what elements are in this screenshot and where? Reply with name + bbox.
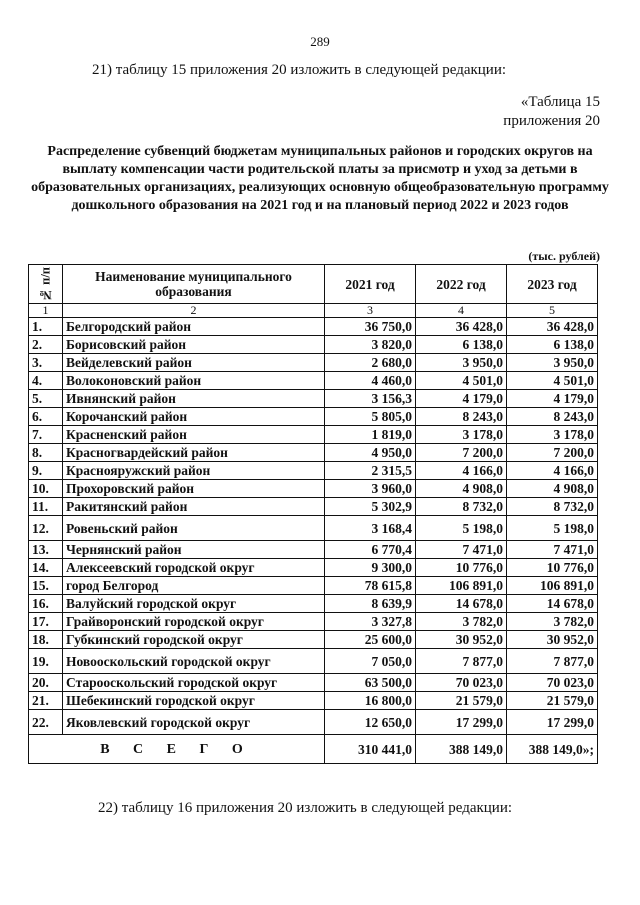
row-number: 21. (29, 692, 63, 710)
table-body (29, 318, 598, 735)
header-row (29, 265, 598, 304)
total-label: В С Е Г О (29, 735, 325, 764)
row-2021: 3 156,3 (325, 390, 416, 408)
row-name: Чернянский район (63, 541, 325, 559)
row-2023: 4 501,0 (507, 372, 598, 390)
row-2023: 8 732,0 (507, 498, 598, 516)
units-label: (тыс. рублей) (528, 249, 600, 263)
row-2022: 21 579,0 (416, 692, 507, 710)
index-cell: 2 (63, 304, 325, 318)
table-row (29, 710, 598, 735)
row-2021: 12 650,0 (325, 710, 416, 735)
row-2023: 106 891,0 (507, 577, 598, 595)
page-number: 289 (310, 34, 330, 49)
table-row (29, 541, 598, 559)
table-row (29, 631, 598, 649)
row-2022: 5 198,0 (416, 516, 507, 541)
row-name: Яковлевский городской округ (63, 710, 325, 735)
row-2022: 30 952,0 (416, 631, 507, 649)
row-2023: 7 877,0 (507, 649, 598, 674)
table-row (29, 498, 598, 516)
row-2021: 6 770,4 (325, 541, 416, 559)
index-cell: 3 (325, 304, 416, 318)
row-2022: 7 471,0 (416, 541, 507, 559)
row-name: Корочанский район (63, 408, 325, 426)
row-2022: 17 299,0 (416, 710, 507, 735)
row-name: Красногвардейский район (63, 444, 325, 462)
row-2023: 17 299,0 (507, 710, 598, 735)
row-name: Ивнянский район (63, 390, 325, 408)
row-name: Волоконовский район (63, 372, 325, 390)
row-name: Алексеевский городской округ (63, 559, 325, 577)
row-name: Шебекинский городской округ (63, 692, 325, 710)
row-name: Ровеньский район (63, 516, 325, 541)
table-row (29, 354, 598, 372)
row-name: Новооскольский городской округ (63, 649, 325, 674)
row-2021: 16 800,0 (325, 692, 416, 710)
row-number: 12. (29, 516, 63, 541)
header-num: № п/п (29, 265, 63, 304)
table-row (29, 692, 598, 710)
row-2023: 7 200,0 (507, 444, 598, 462)
row-2022: 7 200,0 (416, 444, 507, 462)
table-row (29, 577, 598, 595)
row-2022: 6 138,0 (416, 336, 507, 354)
total-2022: 388 149,0 (416, 735, 507, 764)
row-2022: 14 678,0 (416, 595, 507, 613)
row-2022: 3 782,0 (416, 613, 507, 631)
header-2022: 2022 год (416, 265, 507, 304)
row-number: 5. (29, 390, 63, 408)
row-number: 10. (29, 480, 63, 498)
row-2022: 10 776,0 (416, 559, 507, 577)
row-number: 6. (29, 408, 63, 426)
table-row (29, 318, 598, 336)
row-2021: 63 500,0 (325, 674, 416, 692)
row-2021: 3 820,0 (325, 336, 416, 354)
table-row (29, 480, 598, 498)
row-2023: 30 952,0 (507, 631, 598, 649)
row-number: 2. (29, 336, 63, 354)
row-2023: 7 471,0 (507, 541, 598, 559)
row-name: Прохоровский район (63, 480, 325, 498)
row-2022: 4 501,0 (416, 372, 507, 390)
row-number: 19. (29, 649, 63, 674)
row-number: 13. (29, 541, 63, 559)
index-cell: 5 (507, 304, 598, 318)
row-number: 15. (29, 577, 63, 595)
row-2022: 106 891,0 (416, 577, 507, 595)
row-2021: 9 300,0 (325, 559, 416, 577)
total-2023: 388 149,0»; (507, 735, 598, 764)
row-number: 3. (29, 354, 63, 372)
row-number: 17. (29, 613, 63, 631)
row-name: Губкинский городской округ (63, 631, 325, 649)
row-2022: 8 243,0 (416, 408, 507, 426)
row-name: Ракитянский район (63, 498, 325, 516)
subvention-table (28, 264, 598, 764)
row-2022: 7 877,0 (416, 649, 507, 674)
row-2023: 10 776,0 (507, 559, 598, 577)
row-2021: 78 615,8 (325, 577, 416, 595)
row-name: город Белгород (63, 577, 325, 595)
row-2022: 8 732,0 (416, 498, 507, 516)
table-row (29, 390, 598, 408)
row-2021: 3 960,0 (325, 480, 416, 498)
row-number: 16. (29, 595, 63, 613)
row-name: Белгородский район (63, 318, 325, 336)
table-ref-line-1: «Таблица 15 (520, 94, 600, 110)
table-title: Распределение субвенций бюджетам муниципальных районов и городских округов на выплату компенсации части родительской платы за присмотр и уход за детьми в образовательных организациях, реализующих основную общеобразовательную программу дошкольного образования на 2021 год и на плановый период 2022 и 2023 годов (31, 144, 609, 213)
row-2021: 4 460,0 (325, 372, 416, 390)
row-number: 9. (29, 462, 63, 480)
row-2021: 5 302,9 (325, 498, 416, 516)
table-row (29, 444, 598, 462)
row-2021: 2 315,5 (325, 462, 416, 480)
row-2023: 3 178,0 (507, 426, 598, 444)
table-row (29, 559, 598, 577)
row-name: Красненский район (63, 426, 325, 444)
row-2021: 3 327,8 (325, 613, 416, 631)
row-2022: 70 023,0 (416, 674, 507, 692)
table-row (29, 613, 598, 631)
row-2023: 21 579,0 (507, 692, 598, 710)
row-2023: 4 179,0 (507, 390, 598, 408)
intro-paragraph: 21) таблицу 15 приложения 20 изложить в следующей редакции: (92, 62, 507, 78)
row-number: 7. (29, 426, 63, 444)
row-2021: 36 750,0 (325, 318, 416, 336)
table-row (29, 462, 598, 480)
row-number: 1. (29, 318, 63, 336)
row-number: 14. (29, 559, 63, 577)
total-2021: 310 441,0 (325, 735, 416, 764)
table-row (29, 674, 598, 692)
table-reference (503, 93, 600, 131)
row-2022: 4 166,0 (416, 462, 507, 480)
column-index-row (29, 304, 598, 318)
row-2023: 70 023,0 (507, 674, 598, 692)
header-name: Наименование муниципального образования (63, 265, 325, 304)
table-row (29, 595, 598, 613)
row-name: Борисовский район (63, 336, 325, 354)
row-number: 20. (29, 674, 63, 692)
row-number: 22. (29, 710, 63, 735)
row-2021: 4 950,0 (325, 444, 416, 462)
row-2021: 2 680,0 (325, 354, 416, 372)
row-number: 8. (29, 444, 63, 462)
row-name: Грайворонский городской округ (63, 613, 325, 631)
row-2021: 7 050,0 (325, 649, 416, 674)
table-ref-line-2: приложения 20 (503, 113, 600, 129)
row-name: Валуйский городской округ (63, 595, 325, 613)
row-2023: 36 428,0 (507, 318, 598, 336)
index-cell: 4 (416, 304, 507, 318)
row-2021: 8 639,9 (325, 595, 416, 613)
row-2023: 14 678,0 (507, 595, 598, 613)
table-row (29, 408, 598, 426)
row-2023: 6 138,0 (507, 336, 598, 354)
row-name: Вейделевский район (63, 354, 325, 372)
index-cell: 1 (29, 304, 63, 318)
row-2022: 4 179,0 (416, 390, 507, 408)
row-2021: 3 168,4 (325, 516, 416, 541)
table-row (29, 516, 598, 541)
row-2021: 25 600,0 (325, 631, 416, 649)
row-2023: 8 243,0 (507, 408, 598, 426)
row-2023: 3 782,0 (507, 613, 598, 631)
row-2022: 3 950,0 (416, 354, 507, 372)
table-row (29, 336, 598, 354)
row-2023: 4 908,0 (507, 480, 598, 498)
row-2022: 4 908,0 (416, 480, 507, 498)
row-name: Старооскольский городской округ (63, 674, 325, 692)
row-number: 18. (29, 631, 63, 649)
table-row (29, 372, 598, 390)
table-row (29, 649, 598, 674)
header-2023: 2023 год (507, 265, 598, 304)
row-2022: 36 428,0 (416, 318, 507, 336)
next-paragraph: 22) таблицу 16 приложения 20 изложить в следующей редакции: (98, 800, 513, 816)
row-2021: 1 819,0 (325, 426, 416, 444)
row-2023: 5 198,0 (507, 516, 598, 541)
row-name: Краснояружский район (63, 462, 325, 480)
header-2021: 2021 год (325, 265, 416, 304)
row-2023: 3 950,0 (507, 354, 598, 372)
row-2021: 5 805,0 (325, 408, 416, 426)
row-2023: 4 166,0 (507, 462, 598, 480)
row-2022: 3 178,0 (416, 426, 507, 444)
table-row (29, 426, 598, 444)
row-number: 11. (29, 498, 63, 516)
total-row (29, 735, 598, 764)
row-number: 4. (29, 372, 63, 390)
